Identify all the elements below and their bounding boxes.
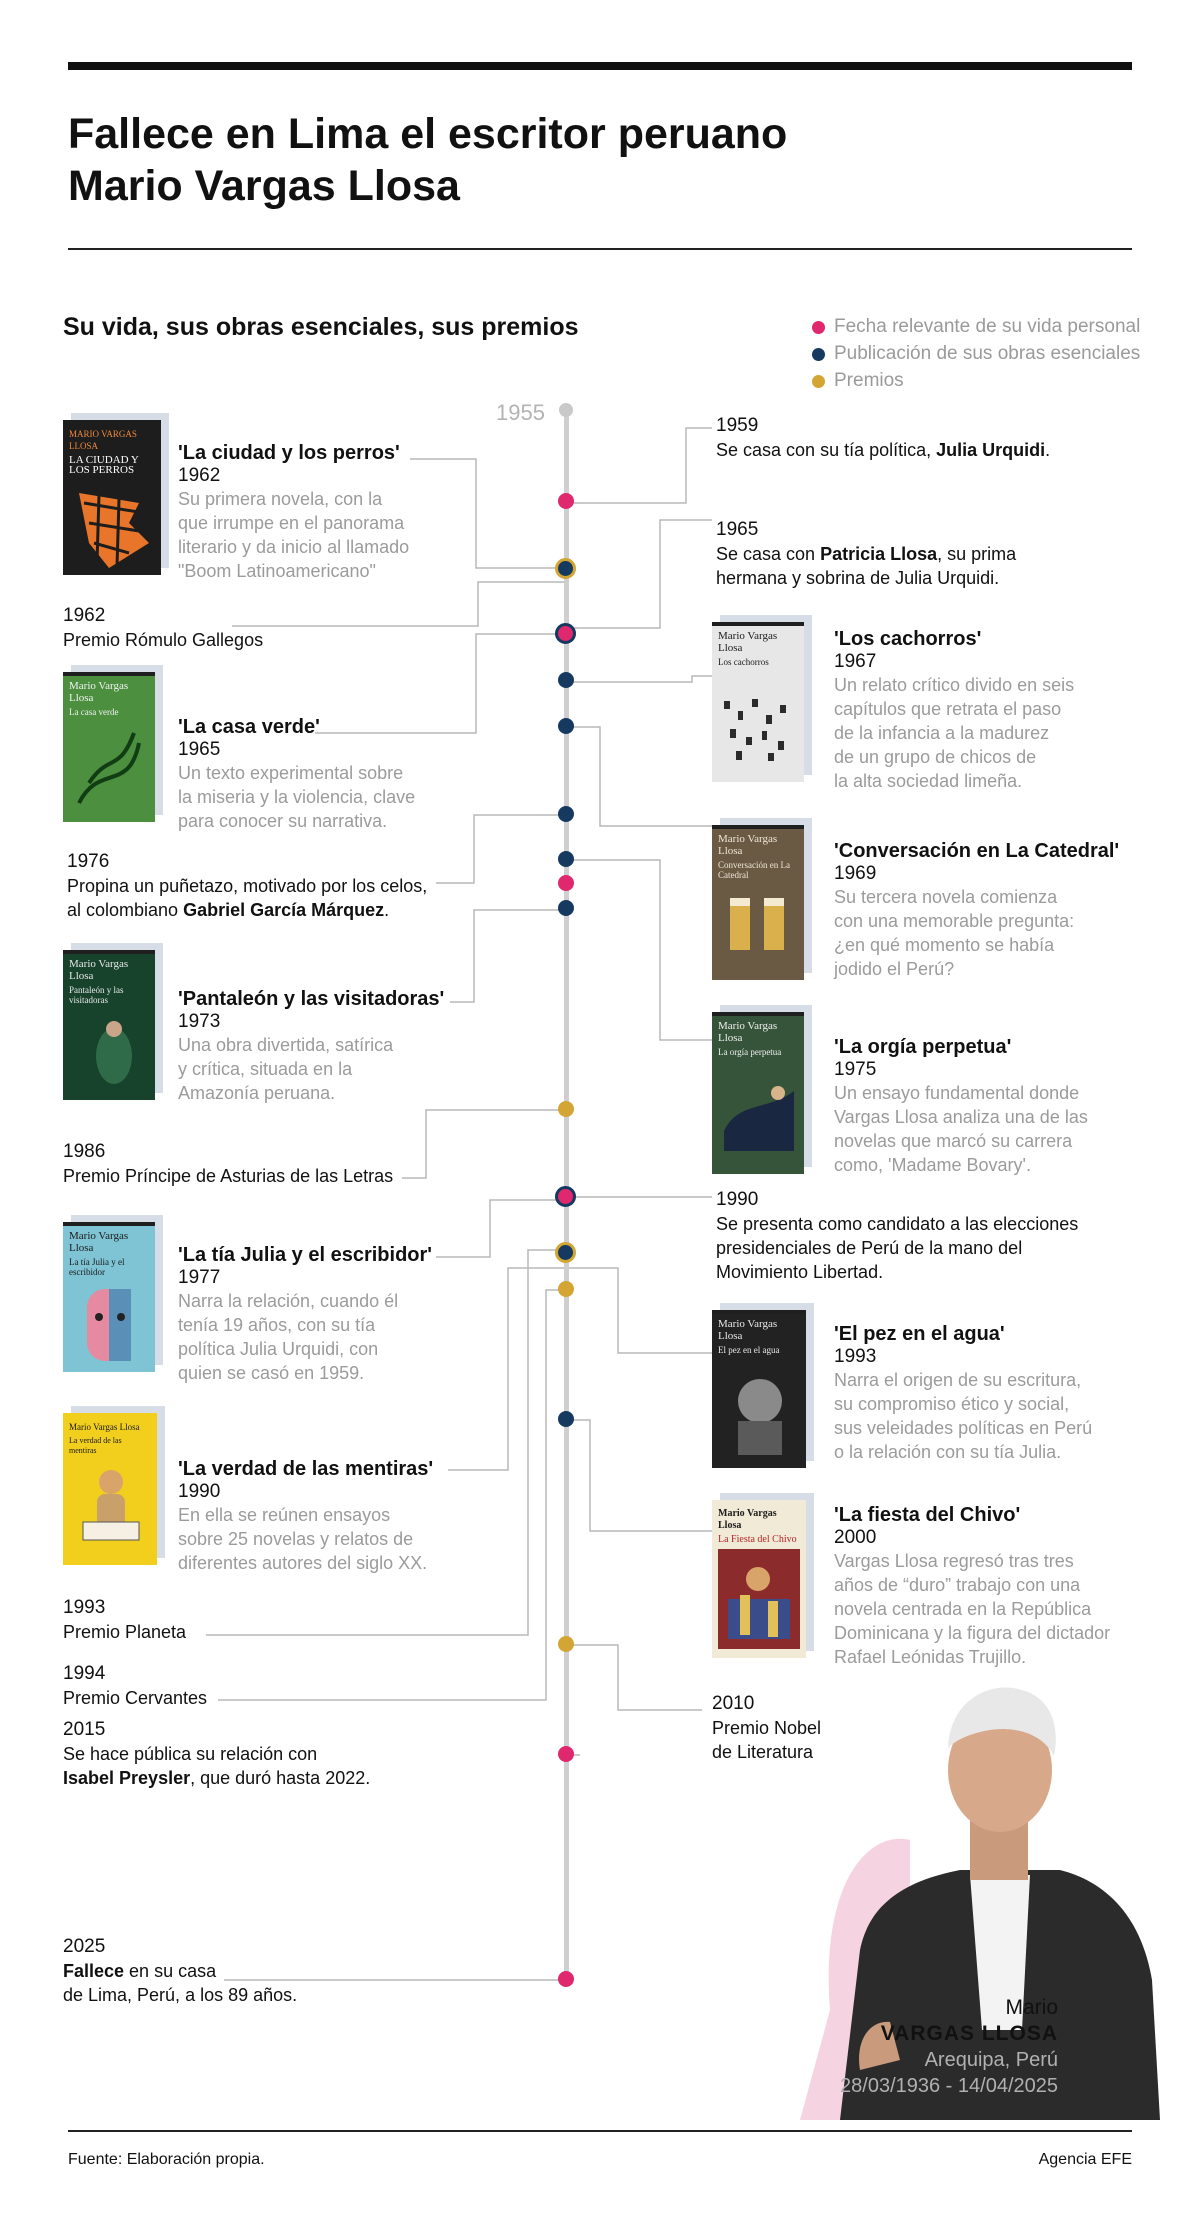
event-1976: 1976 Propina un puñetazo, motivado por los celos, al colombiano Gabriel García Márquez.	[67, 851, 428, 920]
book-entry-casa-verde: 'La casa verde' 1965 Un texto experimental sobre la miseria y la violencia, clave para conocer su narrativa.	[178, 716, 416, 831]
connector-tia-julia	[436, 1200, 564, 1257]
credit-first-name: Mario	[1005, 1996, 1058, 2019]
event-1993: 1993 Premio Planeta	[63, 1597, 187, 1642]
connector-orgia	[566, 860, 712, 1040]
book-cover-tia-julia: Mario Vargas Llosa La tía Julia y el escribidor	[63, 1222, 155, 1372]
event-2010: 2010 Premio Nobel de Literatura	[712, 1693, 822, 1762]
connector-1959	[566, 428, 712, 503]
marker-1986-award	[558, 1101, 574, 1117]
connector-2010	[566, 1645, 702, 1710]
book-year: 1993	[834, 1346, 877, 1367]
event-1965: 1965 Se casa con Patricia Llosa, su prima hermana y sobrina de Julia Urquidi.	[716, 519, 1017, 588]
marker-1977-publication	[558, 900, 574, 916]
marker-1975-publication	[558, 851, 574, 867]
footer-divider	[68, 2130, 1132, 2132]
cover-art	[718, 1061, 798, 1157]
cover-art	[69, 483, 155, 573]
cover-art	[718, 884, 798, 974]
connector-pez	[566, 1268, 712, 1353]
event-1959: 1959 Se casa con su tía política, Julia Urquidi.	[716, 415, 1051, 460]
book-title: 'La ciudad y los perros'	[178, 442, 400, 464]
marker-1962-publication	[555, 558, 576, 579]
connector-cachorros	[566, 676, 712, 682]
book-cover-pantaleon: Mario Vargas Llosa Pantaleón y las visitadoras	[63, 950, 155, 1100]
cover-art	[69, 1281, 149, 1366]
agency-credit: Agencia EFE	[1038, 2151, 1132, 2168]
timeline-start-dot	[559, 403, 573, 417]
marker-2000-publication	[558, 1411, 574, 1427]
connector-1965-personal	[566, 520, 712, 628]
book-cover-cachorros: Mario Vargas Llosa Los cachorros	[712, 622, 804, 782]
cover-art	[718, 1549, 800, 1649]
credit-birthplace: Arequipa, Perú	[924, 2049, 1058, 2071]
cover-art	[69, 1460, 151, 1560]
cover-art	[69, 1011, 149, 1091]
book-year: 2000	[834, 1527, 877, 1548]
book-cover-catedral: Mario Vargas Llosa Conversación en La Catedral	[712, 825, 804, 980]
author-credit	[740, 1995, 1058, 2099]
book-title: 'La tía Julia y el escribidor'	[178, 1244, 433, 1266]
book-title: 'La verdad de las mentiras'	[178, 1458, 434, 1480]
marker-1976-personal	[558, 875, 574, 891]
book-cover-pez: Mario Vargas Llosa El pez en el agua	[712, 1310, 806, 1468]
book-year: 1990	[178, 1481, 221, 1502]
connector-chivo	[566, 1420, 712, 1531]
event-1986: 1986 Premio Príncipe de Asturias de las Letras	[63, 1141, 394, 1186]
event-1994: 1994 Premio Cervantes	[63, 1663, 208, 1708]
book-year: 1969	[834, 863, 877, 884]
marker-1959-personal	[558, 493, 574, 509]
book-entry-catedral: 'Conversación en La Catedral' 1969 Su tercera novela comienza con una memorable pregunta: ¿en qué momento se había jodido el Perú?	[834, 840, 1120, 979]
marker-2010-award	[558, 1636, 574, 1652]
connector-ciudad	[410, 459, 564, 568]
book-entry-chivo: 'La fiesta del Chivo' 2000 Vargas Llosa regresó tras tres años de “duro” trabajo con una novela centrada en la República Dominicana y la figura del dictador Rafael Leónidas Trujillo.	[834, 1504, 1111, 1667]
book-cover-ciudad: MARIO VARGAS LLOSA LA CIUDAD Y LOS PERROS	[63, 420, 161, 575]
book-year: 1973	[178, 1011, 221, 1032]
book-year: 1977	[178, 1267, 221, 1288]
book-title: 'La fiesta del Chivo'	[834, 1504, 1021, 1526]
marker-2015-personal	[558, 1746, 574, 1762]
book-entry-orgia: 'La orgía perpetua' 1975 Un ensayo fundamental donde Vargas Llosa analiza una de las novelas que marcó su carrera como, 'Madame Bovary'.	[834, 1036, 1088, 1175]
book-title: 'El pez en el agua'	[834, 1323, 1005, 1345]
book-title: 'La orgía perpetua'	[834, 1036, 1012, 1058]
book-year: 1962	[178, 465, 221, 486]
event-1962: 1962 Premio Rómulo Gallegos	[63, 605, 264, 650]
book-cover-casa-verde: Mario Vargas Llosa La casa verde	[63, 672, 155, 822]
book-year: 1965	[178, 739, 221, 760]
book-title: 'La casa verde'	[178, 716, 320, 738]
event-1990: 1990 Se presenta como candidato a las elecciones presidenciales de Perú de la mano del Movimiento Libertad.	[716, 1189, 1079, 1282]
marker-1967-publication	[558, 672, 574, 688]
event-2015: 2015 Se hace pública su relación con Isabel Preysler, que duró hasta 2022.	[63, 1719, 371, 1788]
timeline-start-year: 1955	[496, 400, 545, 425]
book-entry-cachorros: 'Los cachorros' 1967 Un relato crítico divido en seis capítulos que retrata el paso de la infancia a la madurez de un grupo de chicos de la alta sociedad limeña.	[834, 628, 1075, 791]
cover-art	[718, 1361, 800, 1457]
marker-1994-award	[558, 1281, 574, 1297]
book-cover-verdad: Mario Vargas Llosa La verdad de las mentiras	[63, 1413, 157, 1565]
book-title: 'Pantaleón y las visitadoras'	[178, 988, 445, 1010]
legend-item-personal: Fecha relevante de su vida personal	[812, 313, 1140, 340]
connector-1962	[232, 582, 564, 626]
book-year: 1967	[834, 651, 877, 672]
marker-1973-publication	[558, 806, 574, 822]
cover-art	[718, 671, 798, 767]
book-entry-pantaleon: 'Pantaleón y las visitadoras' 1973 Una obra divertida, satírica y crítica, situada en la Amazonía peruana.	[178, 988, 445, 1103]
book-year: 1975	[834, 1059, 877, 1080]
marker-1969-publication	[558, 718, 574, 734]
cover-art	[69, 723, 149, 813]
book-cover-orgia: Mario Vargas Llosa La orgía perpetua	[712, 1012, 804, 1174]
book-title: 'Conversación en La Catedral'	[834, 840, 1120, 862]
credit-last-name: VARGAS LLOSA	[880, 2022, 1058, 2045]
section-subtitle: Su vida, sus obras esenciales, sus premios	[63, 313, 579, 341]
connector-catedral	[566, 727, 712, 826]
event-2025: 2025 Fallece en su casa de Lima, Perú, a los 89 años.	[63, 1936, 298, 2005]
connector-1986	[402, 1110, 564, 1178]
book-entry-tia-julia: 'La tía Julia y el escribidor' 1977 Narra la relación, cuando él tenía 19 años, con su tía política Julia Urquidi, con quien se casó en 1959.	[178, 1244, 433, 1383]
credit-dates: 28/03/1936 - 14/04/2025	[840, 2075, 1058, 2097]
book-entry-ciudad: 'La ciudad y los perros' 1962 Su primera novela, con la que irrumpe en el panorama literario y da inicio al llamado "Boom Latinoamericano"	[178, 442, 410, 581]
marker-2025-personal	[558, 1971, 574, 1987]
marker-1990-publication	[555, 1242, 576, 1263]
book-title: 'Los cachorros'	[834, 628, 982, 650]
book-entry-pez: 'El pez en el agua' 1993 Narra el origen de su escritura, su compromiso ético y social, sus veleidades políticas en Perú o la relación con su tía Julia.	[834, 1323, 1093, 1462]
legend-item-award: Premios	[812, 367, 1140, 394]
title-line-2: Mario Vargas Llosa	[68, 162, 460, 210]
source-note: Fuente: Elaboración propia.	[68, 2151, 265, 2168]
connector-1976	[436, 815, 564, 883]
marker-1965-personal	[555, 623, 576, 644]
title-line-1: Fallece en Lima el escritor peruano	[68, 110, 788, 158]
connector-pantaleon	[450, 910, 564, 1002]
book-cover-chivo: Mario Vargas Llosa La Fiesta del Chivo	[712, 1500, 806, 1658]
book-entry-verdad: 'La verdad de las mentiras' 1990 En ella se reúnen ensayos sobre 25 novelas y relatos de diferentes autores del siglo XX.	[178, 1458, 434, 1573]
marker-1990-personal	[555, 1186, 576, 1207]
legend-item-publication: Publicación de sus obras esenciales	[812, 340, 1140, 367]
